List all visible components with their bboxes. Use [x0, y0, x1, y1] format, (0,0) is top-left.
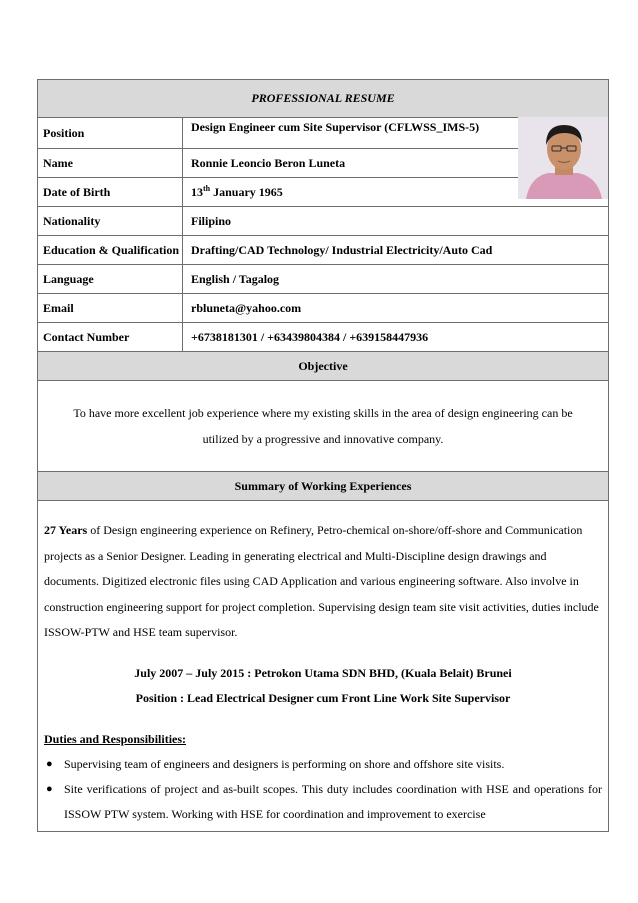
contact-value: +6738181301 / +63439804384 / +639158447936 [183, 323, 609, 352]
job-company-line: July 2007 – July 2015 : Petrokon Utama SDN BHD, (Kuala Belait) Brunei [134, 665, 512, 680]
name-label: Name [38, 149, 183, 178]
job-heading [44, 661, 602, 711]
resume-title: PROFESSIONAL RESUME [38, 80, 609, 118]
dob-label: Date of Birth [38, 178, 183, 207]
resume-page [37, 79, 608, 832]
language-value: English / Tagalog [183, 265, 609, 294]
summary-text: of Design engineering experience on Refinery, Petro-chemical on-shore/off-shore and Communication projects as a Senior Designer. Leading in generating electrical and Multi-Discipline design drawings and documents. Digitized electronic files using CAD Application and various engineering software. Also involve in construction engineering support for project completion. Supervising design team site visit activities, duties include ISSOW-PTW and HSE team supervisor. [44, 523, 599, 639]
bullet-icon: ● [46, 757, 53, 770]
education-value: Drafting/CAD Technology/ Industrial Electricity/Auto Cad [183, 236, 609, 265]
summary-paragraph [44, 518, 602, 646]
dob-rest: January 1965 [210, 185, 283, 199]
email-label: Email [38, 294, 183, 323]
duties-list [44, 752, 602, 827]
objective-heading: Objective [38, 352, 609, 381]
contact-label: Contact Number [38, 323, 183, 352]
profile-photo [518, 117, 608, 199]
summary-years: 27 Years [44, 523, 88, 537]
nationality-label: Nationality [38, 207, 183, 236]
summary-cell [38, 501, 609, 832]
duties-heading: Duties and Responsibilities: [44, 731, 187, 746]
dob-day: 13 [191, 185, 203, 199]
name-value: Ronnie Leoncio Beron Luneta [183, 149, 609, 178]
nationality-value: Filipino [183, 207, 609, 236]
position-label: Position [38, 118, 183, 149]
summary-heading: Summary of Working Experiences [38, 472, 609, 501]
duty-text: Site verifications of project and as-built scopes. This duty includes coordination with HSE and operations for ISSOW PTW system. Working with HSE for coordination and improvement to exercise [64, 781, 602, 821]
email-value: rbluneta@yahoo.com [183, 294, 609, 323]
language-label: Language [38, 265, 183, 294]
duty-text: Supervising team of engineers and designers is performing on shore and offshore site visits. [64, 756, 505, 771]
job-position-line: Position : Lead Electrical Designer cum Front Line Work Site Supervisor [135, 690, 511, 705]
duty-item [44, 777, 602, 827]
objective-text: To have more excellent job experience where my existing skills in the area of design engineering can be utilized by a progressive and innovative company. [38, 381, 609, 472]
duty-item [44, 752, 602, 777]
portrait-image [518, 117, 608, 199]
bullet-icon: ● [46, 782, 53, 795]
education-label: Education & Qualification [38, 236, 183, 265]
dob-suffix: th [203, 184, 211, 193]
position-value: Design Engineer cum Site Supervisor (CFLWSS_IMS-5) [183, 118, 609, 149]
